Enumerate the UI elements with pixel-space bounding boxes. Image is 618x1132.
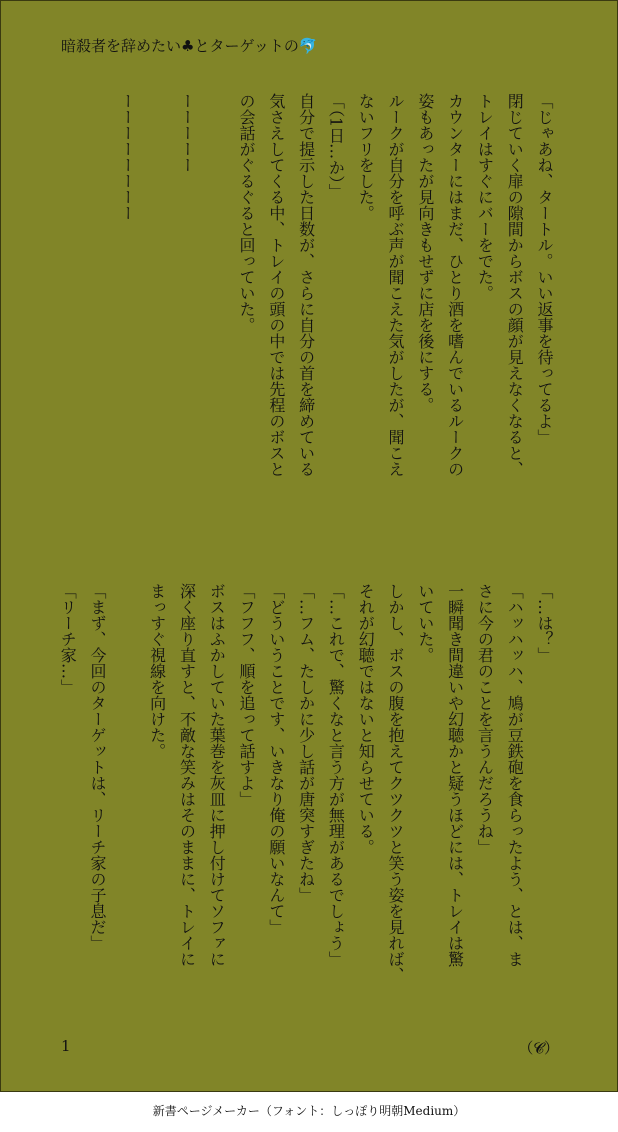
text-line: それが幻聴ではないと知らせている。 [356, 583, 376, 855]
page-title: 暗殺者を辞めたい♣とターゲットの🐬 [61, 37, 318, 55]
text-line: 「ハッハッハ、鳩が豆鉄砲を食らったよう、とは、ま [505, 583, 525, 967]
text-line: いていた。 [415, 583, 435, 663]
generator-caption: 新書ページメーカー（フォント：しっぽり明朝Medium） [152, 1104, 466, 1118]
text-line: 深く座り直すと、不敵な笑みはそのままに、トレイに [177, 583, 197, 967]
text-line: カウンターにはまだ、ひとり酒を嗜んでいるルークの [445, 93, 465, 477]
text-line: トレイはすぐにバーをでた。 [475, 93, 495, 301]
text-line: ルークが自分を呼ぶ声が聞こえた気がしたが、聞こえ [386, 93, 406, 477]
text-line: ーーーーー [177, 93, 197, 173]
text-line: 気さえしてくる中、トレイの頭の中では先程のボスと [266, 93, 286, 477]
text-line: 「フフフ、順を追って話すよ」 [237, 583, 257, 807]
text-line: ーーーーーーーー [117, 93, 137, 221]
text-line: 姿もあったが見向きもせずに店を後にする。 [415, 93, 435, 413]
text-line: 「…フム、たしかに少し話が唐突すぎたね」 [296, 583, 316, 903]
text-line: 「どういうことです、いきなり俺の願いなんて」 [266, 583, 286, 935]
text-line: 「…これで、驚くなと言う方が無理があるでしょう」 [326, 583, 346, 967]
text-line: ボスはふかしていた葉巻を灰皿に押し付けてソファに [207, 583, 227, 967]
text-block-top [112, 93, 559, 533]
text-line [142, 93, 172, 533]
text-line: 「（1日…か）」 [326, 93, 346, 200]
text-line: 自分で提示した日数が、さらに自分の首を締めている [296, 93, 316, 477]
text-line [112, 583, 142, 1003]
text-block-bottom [52, 583, 559, 1003]
text-line: 「リーチ家…」 [58, 583, 78, 695]
text-line: 閉じていく扉の隙間からボスの顔が見えなくなると、 [505, 93, 525, 477]
text-line: の会話がぐるぐると回っていた。 [237, 93, 257, 333]
text-line: さに今の君のことを言うんだろうね」 [475, 583, 495, 855]
text-line: ないフリをした。 [356, 93, 376, 221]
text-line: 「…は？」 [535, 583, 554, 663]
text-line: 「じゃあね、タートル。いい返事を待ってるよ」 [535, 93, 554, 445]
text-line: しかし、ボスの腹を抱えてクツクツと笑う姿を見れば、 [386, 583, 406, 983]
text-line: 一瞬聞き間違いや幻聴かと疑うほどには、トレイは驚 [445, 583, 465, 967]
text-line: まっすぐ視線を向けた。 [147, 583, 167, 759]
chapter-mark: （𝓒） [518, 1039, 559, 1057]
page-number: 1 [61, 1037, 71, 1055]
text-line: 「まず、今回のターゲットは、リーチ家の子息だ」 [88, 583, 108, 951]
text-line [201, 93, 231, 533]
